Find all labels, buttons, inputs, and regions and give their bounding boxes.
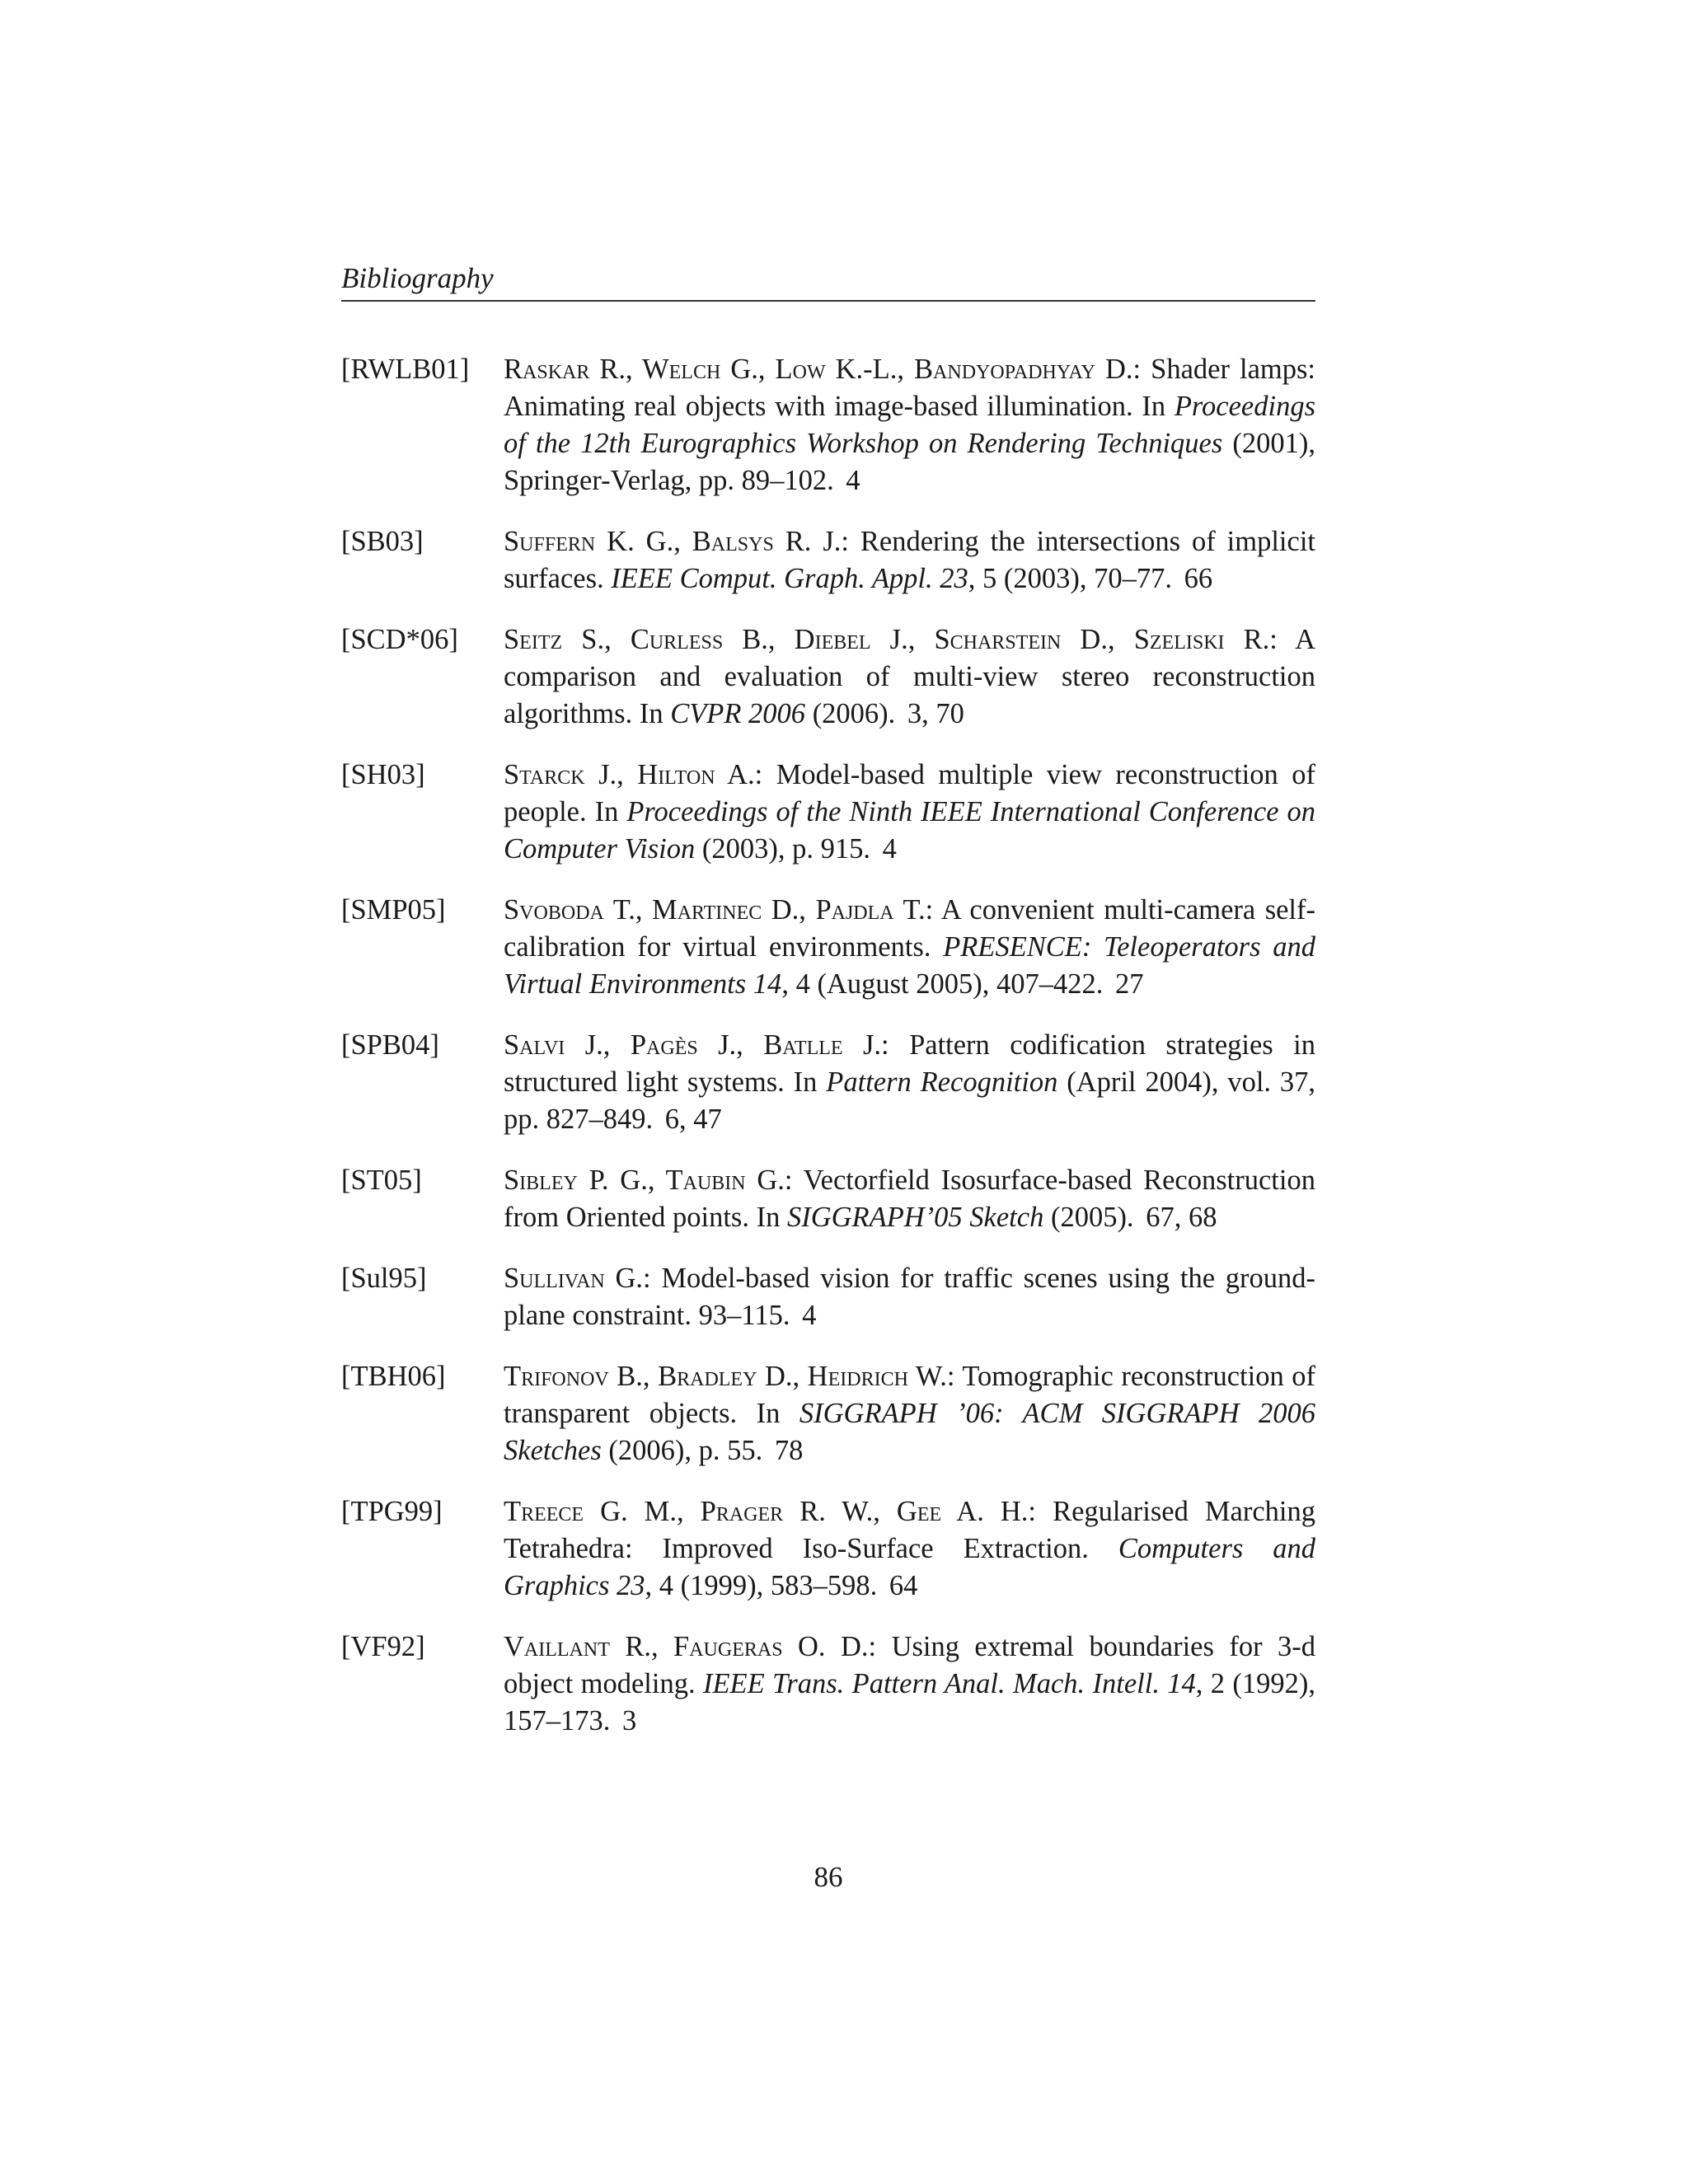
citation-title: Model-based multiple view reconstruction of people. — [504, 759, 1315, 827]
citation-title: Using extremal boundaries for 3-d object modeling. — [504, 1631, 1316, 1699]
citation-pre-venue: In — [1142, 391, 1166, 422]
citation-details: (2006), p. 55. — [608, 1435, 763, 1466]
citation-pre-venue: In — [756, 1202, 781, 1233]
citation-pre-venue: In — [639, 698, 663, 729]
citation-venue: IEEE Trans. Pattern Anal. Mach. Intell. 14 — [702, 1668, 1196, 1699]
citation-backrefs: 4 — [846, 465, 860, 496]
citation-authors: Suffern K. G., Balsys R. J.: — [504, 526, 849, 557]
citation-authors: Starck J., Hilton A.: — [504, 759, 763, 790]
citation-authors: Sibley P. G., Taubin G.: — [504, 1165, 793, 1196]
citation-key: [TPG99] — [341, 1496, 443, 1527]
citation-backrefs: 6, 47 — [664, 1104, 722, 1135]
citation-backrefs: 27 — [1114, 968, 1144, 1000]
citation-authors: Salvi J., Pagès J., Batlle J.: — [504, 1029, 889, 1061]
citation-venue: Proceedings of the 12th Eurographics Workshop on Rendering Techniques — [504, 391, 1315, 459]
bib-entry — [341, 351, 1315, 499]
citation-title: A convenient multi-camera self-calibration for virtual environments. — [504, 894, 1315, 963]
citation-venue: SIGGRAPH ’06: ACM SIGGRAPH 2006 Sketches — [504, 1398, 1316, 1466]
citation-backrefs: 67, 68 — [1146, 1202, 1217, 1233]
citation-details: , 2 (1992), 157–173. — [504, 1668, 1315, 1736]
citation-details: , 5 (2003), 70–77. — [968, 563, 1172, 594]
citation-authors: Vaillant R., Faugeras O. D.: — [504, 1631, 877, 1662]
citation-title: Pattern codification strategies in structured light systems. — [504, 1029, 1315, 1098]
citation-key: [SB03] — [341, 526, 424, 557]
citation-backrefs: 4 — [802, 1300, 817, 1331]
citation-venue: Computers and Graphics 23 — [504, 1533, 1316, 1601]
citation-body — [504, 1162, 1315, 1236]
citation-body — [504, 757, 1315, 868]
citation-body — [504, 351, 1315, 499]
citation-venue: Pattern Recognition — [826, 1066, 1058, 1098]
citation-authors: Svoboda T., Martinec D., Pajdla T.: — [504, 894, 934, 926]
citation-backrefs: 78 — [774, 1435, 804, 1466]
citation-key: [VF92] — [341, 1631, 425, 1662]
citation-body — [504, 523, 1315, 598]
bib-entry — [341, 1493, 1315, 1605]
citation-body — [504, 1358, 1315, 1469]
bib-entry — [341, 892, 1315, 1003]
bib-entry — [341, 621, 1315, 733]
citation-title: Shader lamps: Animating real objects with image-based illumination. — [504, 354, 1316, 422]
citation-authors: Raskar R., Welch G., Low K.-L., Bandyopadhyay D.: — [504, 354, 1142, 385]
citation-pre-venue: In — [793, 1066, 818, 1098]
citation-body — [504, 1027, 1315, 1138]
bib-entry — [341, 1358, 1315, 1469]
citation-venue: IEEE Comput. Graph. Appl. 23 — [611, 563, 968, 594]
citation-key: [TBH06] — [341, 1361, 446, 1392]
citation-details: (2005). — [1050, 1202, 1134, 1233]
citation-details: , 4 (August 2005), 407–422. — [781, 968, 1104, 1000]
citation-key: [Sul95] — [341, 1263, 427, 1294]
citation-title: A comparison and evaluation of multi-view stereo reconstruction algorithms. — [504, 624, 1315, 729]
citation-key: [ST05] — [341, 1165, 422, 1196]
citation-venue: CVPR 2006 — [670, 698, 806, 729]
citation-body — [504, 892, 1315, 1003]
bibliography-list — [341, 351, 1315, 1764]
citation-pre-venue: In — [594, 796, 619, 827]
bib-entry — [341, 1027, 1315, 1138]
running-header — [341, 254, 1315, 302]
citation-title: Tomographic reconstruction of transparent objects. — [504, 1361, 1315, 1429]
citation-key: [SMP05] — [341, 894, 446, 926]
citation-title: Rendering the intersections of implicit surfaces. — [504, 526, 1316, 594]
citation-title: Regularised Marching Tetrahedra: Improved Iso-Surface Extraction. — [504, 1496, 1316, 1564]
citation-authors: Seitz S., Curless B., Diebel J., Scharstein D., Szeliski R.: — [504, 624, 1278, 655]
citation-venue: Proceedings of the Ninth IEEE International Conference on Computer Vision — [504, 796, 1316, 865]
citation-body — [504, 1629, 1315, 1740]
page-number: 86 — [814, 1861, 843, 1893]
citation-venue: SIGGRAPH’05 Sketch — [786, 1202, 1044, 1233]
citation-details: , 4 (1999), 583–598. — [645, 1570, 878, 1601]
citation-body — [504, 1260, 1315, 1334]
citation-details: (2006). — [812, 698, 896, 729]
citation-body — [504, 621, 1315, 733]
citation-venue: PRESENCE: Teleoperators and Virtual Environments 14 — [504, 931, 1315, 1000]
citation-backrefs: 3 — [622, 1705, 637, 1736]
citation-details: (2001), Springer-Verlag, pp. 89–102. — [504, 428, 1315, 496]
citation-details: 93–115. — [698, 1300, 790, 1331]
citation-key: [SH03] — [341, 759, 425, 790]
citation-key: [SPB04] — [341, 1029, 439, 1061]
citation-key: [RWLB01] — [341, 354, 470, 385]
bib-entry — [341, 1629, 1315, 1740]
running-title: Bibliography — [341, 262, 494, 294]
citation-authors: Trifonov B., Bradley D., Heidrich W.: — [504, 1361, 955, 1392]
citation-title: Vectorfield Isosurface-based Reconstruction from Oriented points. — [504, 1165, 1315, 1233]
citation-authors: Sullivan G.: — [504, 1263, 651, 1294]
citation-backrefs: 4 — [882, 833, 897, 865]
citation-title: Model-based vision for traffic scenes using the ground-plane constraint. — [504, 1263, 1316, 1331]
citation-backrefs: 64 — [889, 1570, 918, 1601]
citation-details: (2003), p. 915. — [701, 833, 870, 865]
citation-pre-venue: In — [756, 1398, 781, 1429]
bib-entry — [341, 1162, 1315, 1236]
citation-details: (April 2004), vol. 37, pp. 827–849. — [504, 1066, 1316, 1135]
bib-entry — [341, 523, 1315, 598]
citation-body — [504, 1493, 1315, 1605]
citation-backrefs: 66 — [1184, 563, 1213, 594]
citation-authors: Treece G. M., Prager R. W., Gee A. H.: — [504, 1496, 1037, 1527]
bib-entry — [341, 1260, 1315, 1334]
citation-key: [SCD*06] — [341, 624, 458, 655]
citation-backrefs: 3, 70 — [907, 698, 964, 729]
bib-entry — [341, 757, 1315, 868]
